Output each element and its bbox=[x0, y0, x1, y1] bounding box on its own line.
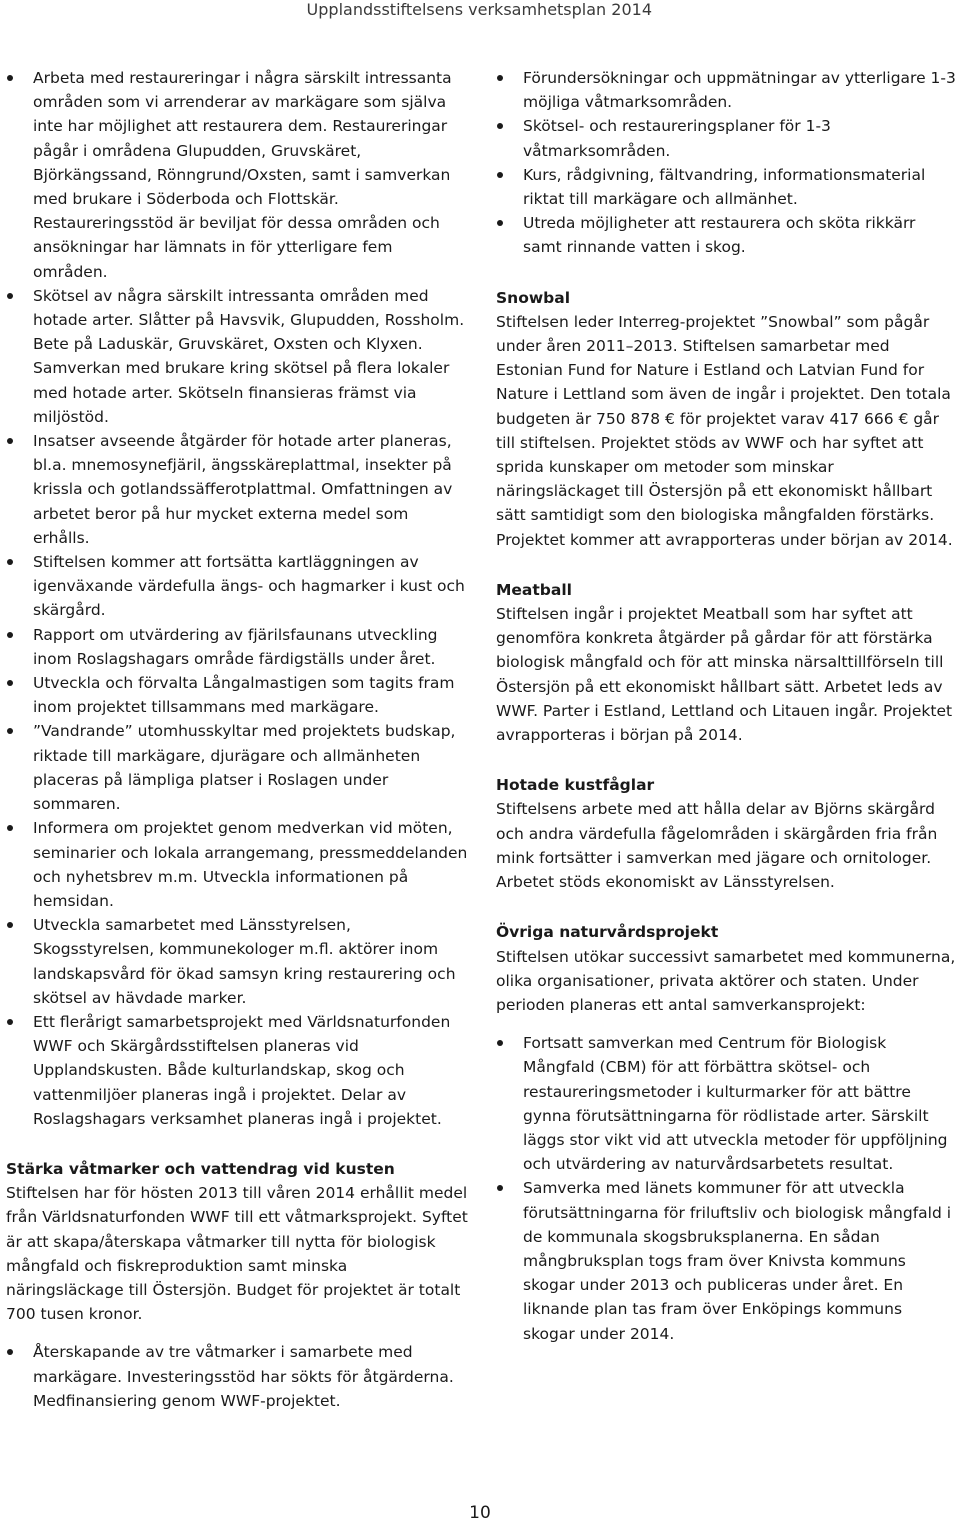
list-item: Utveckla samarbetet med Länsstyrelsen, Skogsstyrelsen, kommunekologer m.fl. aktörer inom landskapsvård för ökad samsyn kring restaurering och skötsel av hävdade marker. bbox=[6, 913, 468, 1010]
section-heading: Stärka våtmarker och vattendrag vid kusten bbox=[6, 1159, 395, 1178]
list-item: Samverka med länets kommuner för att utveckla förutsättningarna för friluftsliv och biologisk mångfald i de kommunala skogsbruksplanerna. En sådan mångbruksplan togs fram över Knivsta kommuns skogar under 2013 och publiceras under året. En liknande plan tas fram över Enköpings kommuns skogar under 2014. bbox=[496, 1176, 958, 1345]
right-column bbox=[496, 66, 958, 1346]
list-item: Fortsatt samverkan med Centrum för Biologisk Mångfald (CBM) för att förbättra skötsel- och restaureringsmetoder i kulturmarker för att bättre gynna förutsättningarna för rödlistade arter. Särskilt läggs stor vikt vid att utveckla metoder för uppföljning och utvärdering av naturvårdsarbetets resultat. bbox=[496, 1031, 958, 1176]
left-column bbox=[6, 66, 468, 1413]
list-item: Förundersökningar och uppmätningar av ytterligare 1-3 möjliga våtmarksområden. bbox=[496, 66, 958, 114]
list-item: Skötsel av några särskilt intressanta områden med hotade arter. Slåtter på Havsvik, Glupudden, Rossholm. Bete på Laduskär, Gruvskäret, Oxsten och Klyxen. Samverkan med brukare kring skötsel på flera lokaler med hotade arter. Skötseln finansieras främst via miljöstöd. bbox=[6, 284, 468, 429]
meatball-heading: Meatball bbox=[496, 580, 572, 599]
running-header: Upplandsstiftelsens verksamhetsplan 2014 bbox=[306, 0, 652, 19]
list-item: Informera om projektet genom medverkan vid möten, seminarier och lokala arrangemang, pressmeddelanden och nyhetsbrev m.m. Utveckla informationen på hemsidan. bbox=[6, 816, 468, 913]
ovriga-bullet-list bbox=[496, 1031, 958, 1346]
hotade-kustfaglar-heading: Hotade kustfåglar bbox=[496, 776, 655, 795]
list-item: Rapport om utvärdering av fjärilsfaunans utveckling inom Roslagshagars område färdigställs under året. bbox=[6, 623, 468, 671]
list-item: Utveckla och förvalta Långalmastigen som tagits fram inom projektet tillsammans med markägare. bbox=[6, 671, 468, 719]
list-item: Ett flerårigt samarbetsprojekt med Världsnaturfonden WWF och Skärgårdsstiftelsen planeras vid Upplandskusten. Både kulturlandskap, skog och vattenmiljöer planeras ingå i projektet. Delar av Roslagshagars verksamhet planeras ingå i projektet. bbox=[6, 1010, 468, 1131]
list-item: Kurs, rådgivning, fältvandring, informationsmaterial riktat till markägare och allmänhet. bbox=[496, 163, 958, 211]
list-item: Återskapande av tre våtmarker i samarbete med markägare. Investeringsstöd har sökts för åtgärderna. Medfinansiering genom WWF-projektet. bbox=[6, 1340, 468, 1413]
list-item: Arbeta med restaureringar i några särskilt intressanta områden som vi arrenderar av markägare som själva inte har möjlighet att restaurera dem. Restaureringar pågår i områdena Glupudden, Gruvskäret, Björkängssand, Rönngrund/Oxsten, samt i samverkan med brukare i Söderboda och Flottskär. Restaureringsstöd är beviljat för dessa områden och ansökningar har lämnats in för ytterligare fem områden. bbox=[6, 66, 468, 284]
list-item: Skötsel- och restaureringsplaner för 1-3 våtmarksområden. bbox=[496, 114, 958, 162]
ovriga-naturvardsprojekt-paragraph: Stiftelsen utökar successivt samarbetet med kommunerna, olika organisationer, privata aktörer och staten. Under perioden planeras ett antal samverkansprojekt: bbox=[496, 947, 956, 1014]
list-item: ”Vandrande” utomhusskyltar med projektets budskap, riktade till markägare, djurägare och allmänheten placeras på lämpliga platser i Roslagen under sommaren. bbox=[6, 719, 468, 816]
section-paragraph: Stiftelsen har för hösten 2013 till våren 2014 erhållit medel från Världsnaturfonden WWF till ett våtmarksprojekt. Syftet är att skapa/återskapa våtmarker till nytta för biologisk mångfald och fiskreproduktion samt minska näringsläckage till Östersjön. Budget för projektet är totalt 700 tusen kronor. bbox=[6, 1184, 468, 1324]
meatball-paragraph: Stiftelsen ingår i projektet Meatball som har syftet att genomföra konkreta åtgärder på gårdar för att förstärka biologisk mångfald och för att minska närsalttillförseln till Östersjön på ett ekonomiskt hållbart sätt. Arbetet leds av WWF. Parter i Estland, Lettland och Litauen ingår. Projektet avrapporteras i början på 2014. bbox=[496, 605, 953, 745]
section-bullet-list bbox=[6, 1340, 468, 1413]
snowbal-heading: Snowbal bbox=[496, 288, 571, 307]
list-item: Utreda möjligheter att restaurera och sköta rikkärr samt rinnande vatten i skog. bbox=[496, 211, 958, 259]
hotade-kustfaglar-paragraph: Stiftelsens arbete med att hålla delar av Björns skärgård och andra värdefulla fågelområden i skärgården fria från mink fortsätter i samverkan med jägare och ornitologer. Arbetet stöds ekonomiskt av Länsstyrelsen. bbox=[496, 800, 938, 892]
right-bullet-list bbox=[496, 66, 958, 260]
left-bullet-list bbox=[6, 66, 468, 1131]
list-item: Stiftelsen kommer att fortsätta kartläggningen av igenväxande värdefulla ängs- och hagmarker i kust och skärgård. bbox=[6, 550, 468, 623]
page-number: 10 bbox=[469, 1503, 491, 1523]
list-item: Insatser avseende åtgärder för hotade arter planeras, bl.a. mnemosynefjäril, ängsskäreplattmal, insekter på krissla och gotlandssäfferotplattmal. Omfattningen av arbetet beror på hur mycket externa medel som erhålls. bbox=[6, 429, 468, 550]
snowbal-paragraph: Stiftelsen leder Interreg-projektet ”Snowbal” som pågår under åren 2011–2013. Stiftelsen samarbetar med Estonian Fund for Nature i Estland och Latvian Fund for Nature i Lettland som även de ingår i projektet. Den totala budgeten är 750 878 € för projektet varav 417 666 € går till stiftelsen. Projektet stöds av WWF och har syftet att sprida kunskaper om metoder som minskar näringsläckaget till Östersjön på ett ekonomiskt hållbart sätt samtidigt som den biologiska mångfalden förstärks. Projektet kommer att avrapporteras under början av 2014. bbox=[496, 312, 953, 549]
ovriga-naturvardsprojekt-heading: Övriga naturvårdsprojekt bbox=[496, 923, 719, 942]
